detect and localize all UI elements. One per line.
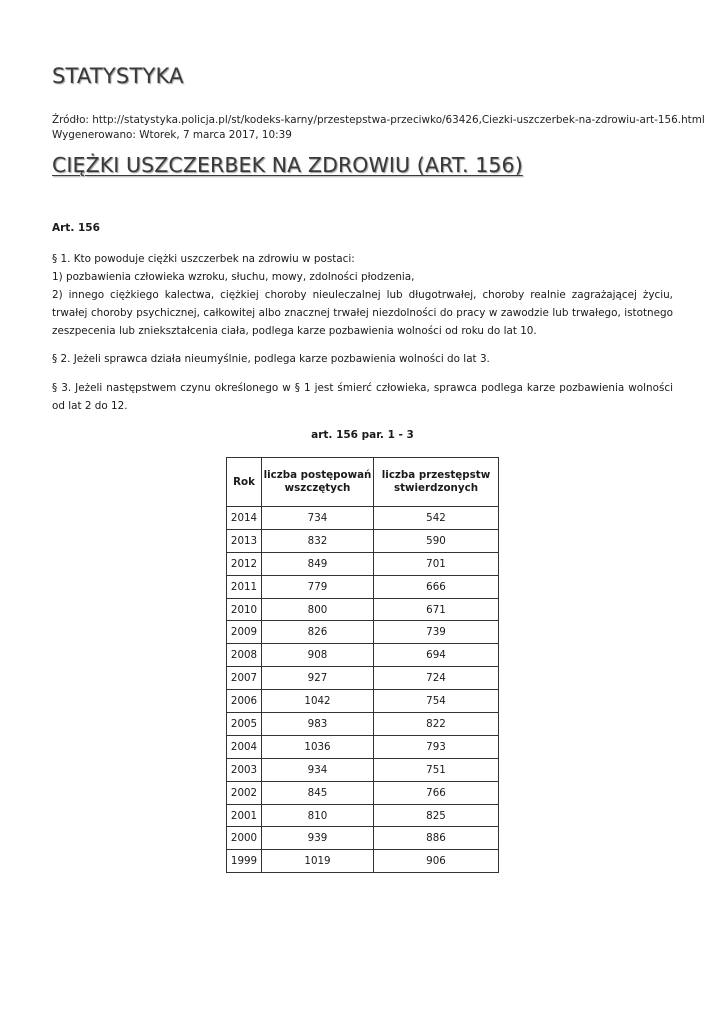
cell-proceedings: 983 [262, 713, 374, 736]
table-row [227, 644, 499, 667]
cell-proceedings: 1036 [262, 735, 374, 758]
cell-year: 2005 [227, 713, 262, 736]
table-row [227, 804, 499, 827]
cell-proceedings: 734 [262, 507, 374, 530]
cell-year: 2008 [227, 644, 262, 667]
table-row [227, 690, 499, 713]
article-heading: Art. 156 [52, 222, 100, 234]
cell-year: 2001 [227, 804, 262, 827]
table-row [227, 552, 499, 575]
cell-offences: 542 [374, 507, 499, 530]
paragraph-2: § 2. Jeżeli sprawca działa nieumyślnie, podlega karze pozbawienia wolności do lat 3. [52, 353, 490, 365]
cell-proceedings: 845 [262, 781, 374, 804]
cell-proceedings: 832 [262, 529, 374, 552]
table-row [227, 758, 499, 781]
cell-proceedings: 927 [262, 667, 374, 690]
cell-offences: 825 [374, 804, 499, 827]
table-row [227, 621, 499, 644]
cell-year: 2006 [227, 690, 262, 713]
paragraph-1 [52, 250, 673, 340]
cell-proceedings: 800 [262, 598, 374, 621]
cell-offences: 906 [374, 850, 499, 873]
cell-year: 2012 [227, 552, 262, 575]
cell-offences: 694 [374, 644, 499, 667]
cell-offences: 724 [374, 667, 499, 690]
table-row [227, 529, 499, 552]
cell-offences: 766 [374, 781, 499, 804]
paragraph-1-line: 2) innego ciężkiego kalectwa, ciężkiej choroby nieuleczalnej lub długotrwałej, choroby realnie zagrażającej życiu, trwałej choroby psychicznej, całkowitej albo znacznej trwałej niezdolności do pracy w zawodzie lub trwałego, istotnego zeszpecenia lub zniekształcenia ciała, podlega karze pozbawienia wolności od roku do lat 10. [52, 289, 673, 337]
cell-proceedings: 779 [262, 575, 374, 598]
cell-year: 2009 [227, 621, 262, 644]
table-row [227, 850, 499, 873]
cell-year: 2000 [227, 827, 262, 850]
cell-year: 2007 [227, 667, 262, 690]
table-row [227, 507, 499, 530]
cell-year: 2014 [227, 507, 262, 530]
cell-offences: 822 [374, 713, 499, 736]
table-row [227, 575, 499, 598]
cell-offences: 666 [374, 575, 499, 598]
cell-year: 2011 [227, 575, 262, 598]
paragraph-3: § 3. Jeżeli następstwem czynu określonego w § 1 jest śmierć człowieka, sprawca podlega karze pozbawienia wolności od lat 2 do 12. [52, 382, 673, 412]
table-row [227, 735, 499, 758]
header-proceedings: liczba postępowań wszczętych [262, 458, 374, 507]
cell-offences: 886 [374, 827, 499, 850]
cell-offences: 751 [374, 758, 499, 781]
source-line: Źródło: http://statystyka.policja.pl/st/kodeks-karny/przestepstwa-przeciwko/63426,Ciezki-uszczerbek-na-zdrowiu-art-156.html [52, 114, 705, 126]
cell-offences: 793 [374, 735, 499, 758]
cell-offences: 754 [374, 690, 499, 713]
header-offences: liczba przestępstw stwierdzonych [374, 458, 499, 507]
cell-year: 2010 [227, 598, 262, 621]
cell-proceedings: 939 [262, 827, 374, 850]
statistics-table [226, 457, 499, 873]
cell-year: 1999 [227, 850, 262, 873]
paragraph-1-line: § 1. Kto powoduje ciężki uszczerbek na zdrowiu w postaci: [52, 253, 355, 265]
table-row [227, 667, 499, 690]
document-meta [52, 113, 705, 143]
cell-offences: 590 [374, 529, 499, 552]
cell-year: 2003 [227, 758, 262, 781]
cell-year: 2013 [227, 529, 262, 552]
cell-proceedings: 934 [262, 758, 374, 781]
cell-year: 2002 [227, 781, 262, 804]
cell-offences: 701 [374, 552, 499, 575]
table-row [227, 598, 499, 621]
cell-offences: 671 [374, 598, 499, 621]
generated-line: Wygenerowano: Wtorek, 7 marca 2017, 10:39 [52, 129, 292, 141]
cell-offences: 739 [374, 621, 499, 644]
table-header-row [227, 458, 499, 507]
cell-proceedings: 810 [262, 804, 374, 827]
cell-proceedings: 849 [262, 552, 374, 575]
cell-proceedings: 908 [262, 644, 374, 667]
table-row [227, 827, 499, 850]
document-title: CIĘŻKI USZCZERBEK NA ZDROWIU (ART. 156) [52, 153, 523, 177]
table-row [227, 713, 499, 736]
table-body [227, 507, 499, 873]
cell-proceedings: 1042 [262, 690, 374, 713]
site-title: STATYSTYKA [52, 64, 184, 88]
paragraph-1-line: 1) pozbawienia człowieka wzroku, słuchu, mowy, zdolności płodzenia, [52, 271, 415, 283]
cell-year: 2004 [227, 735, 262, 758]
table-row [227, 781, 499, 804]
cell-proceedings: 826 [262, 621, 374, 644]
header-year: Rok [227, 458, 262, 507]
cell-proceedings: 1019 [262, 850, 374, 873]
table-caption: art. 156 par. 1 - 3 [311, 429, 414, 441]
